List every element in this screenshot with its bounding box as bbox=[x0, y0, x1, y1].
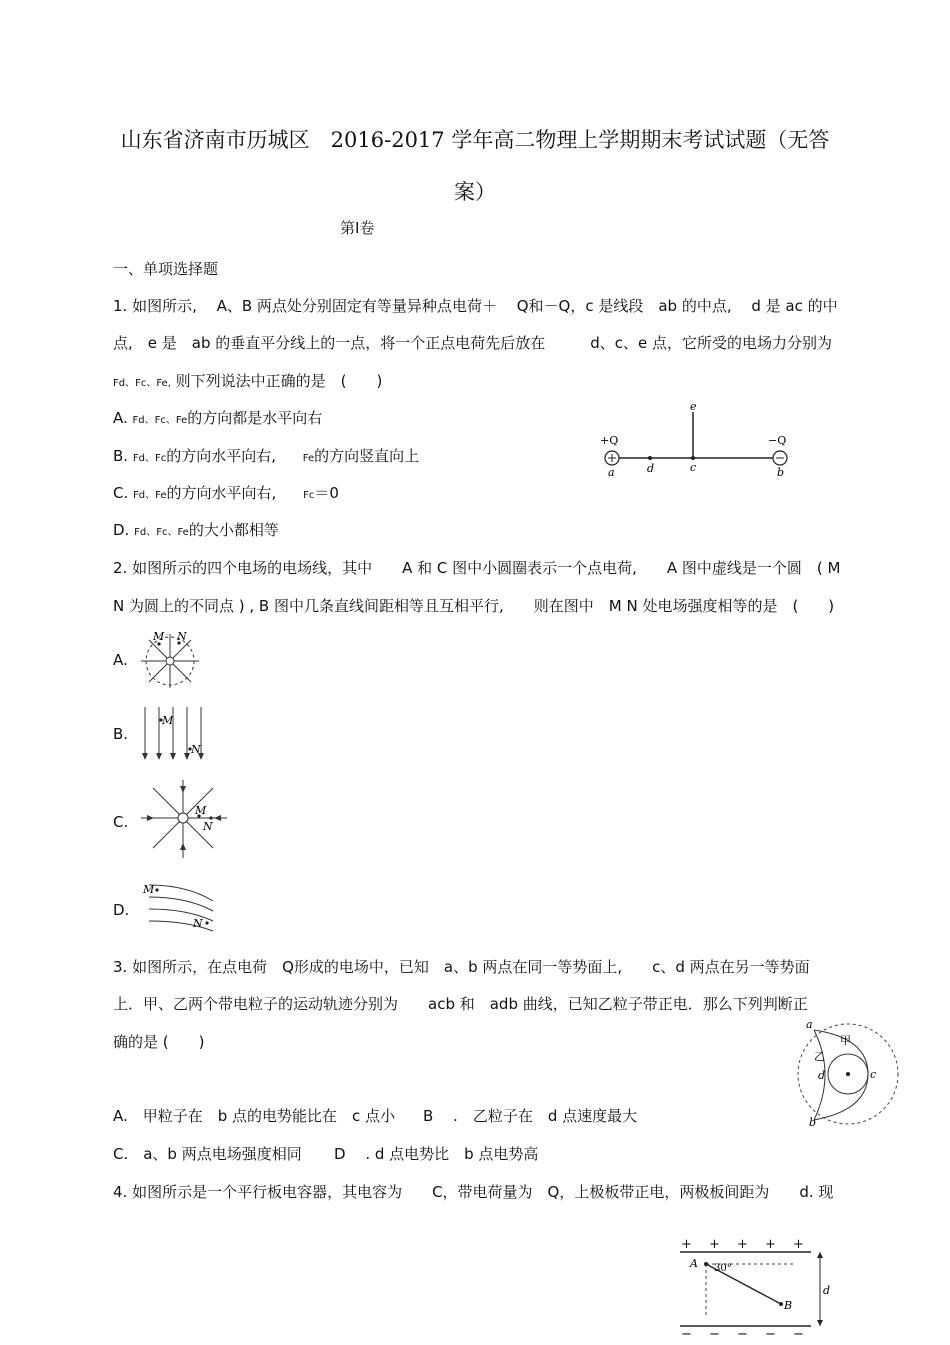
minus-sign: − bbox=[793, 1327, 804, 1340]
n-label: N bbox=[203, 820, 213, 833]
option-text-2: ＝0 bbox=[314, 484, 339, 502]
q3-line-3: 确的是 ( ) bbox=[113, 1033, 205, 1051]
q1-line-3 bbox=[113, 370, 382, 391]
point-b-label: b bbox=[809, 1116, 817, 1128]
q3-trajectory-diagram bbox=[792, 1016, 904, 1128]
point-charge-icon bbox=[166, 657, 174, 665]
q1-option-c[interactable] bbox=[113, 482, 339, 503]
q2-option-b[interactable]: B. bbox=[113, 725, 129, 743]
minus-sign: − bbox=[737, 1327, 748, 1340]
q1-option-d[interactable] bbox=[113, 519, 279, 540]
point-e-label: e bbox=[690, 400, 697, 413]
q3-line-2: 上．甲、乙两个带电粒子的运动轨迹分别为 acb 和 adb 曲线，已知乙粒子带正电．那么下列判断正 bbox=[113, 995, 808, 1013]
n-label: N bbox=[177, 630, 187, 643]
q2-option-d[interactable]: D. bbox=[113, 901, 130, 919]
minus-q-label: −Q bbox=[768, 434, 787, 447]
option-label: B. bbox=[113, 447, 129, 465]
option-forces: Fd、Fc、Fe bbox=[134, 527, 189, 538]
q3-line-1: 3. 如图所示，在点电荷 Q形成的电场中，已知 a、b 两点在同一等势面上, c、d 两点在另一等势面 bbox=[113, 958, 810, 976]
q1-forces: Fd、Fc、Fe, bbox=[113, 378, 171, 389]
point-A-label: A bbox=[690, 1257, 698, 1270]
m-label: M bbox=[195, 804, 207, 817]
minus-sign: − bbox=[765, 1327, 776, 1340]
title-line-2: 案） bbox=[454, 180, 496, 204]
plus-sign: + bbox=[737, 1237, 748, 1252]
minus-sign: − bbox=[681, 1327, 692, 1340]
jia-label: 甲 bbox=[840, 1034, 851, 1047]
option-forces-2: Fc bbox=[303, 490, 315, 501]
section-heading: 一、单项选择题 bbox=[113, 260, 219, 278]
title-line-1: 山东省济南市历城区 2016-2017 学年高二物理上学期期末考试试题（无答 bbox=[120, 128, 830, 152]
q1-line-2: 点, e 是 ab 的垂直平分线上的一点，将一个正点电荷先后放在 d、c、e 点，它所受的电场力分别为 bbox=[113, 334, 833, 352]
q1-option-b[interactable] bbox=[113, 445, 419, 466]
option-forces: Fd、Fc bbox=[132, 453, 167, 464]
q3-option-b[interactable]: B . 乙粒子在 d 点速度最大 bbox=[423, 1107, 638, 1125]
q4-line-1: 4. 如图所示是一个平行板电容器，其电容为 C，带电荷量为 Q，上极板带正电，两极板间距为 d. 现 bbox=[113, 1183, 834, 1201]
option-label: A. bbox=[113, 409, 128, 427]
q3-option-c[interactable]: C. a、b 两点电场强度相同 bbox=[113, 1145, 302, 1163]
yi-label: 乙 bbox=[814, 1050, 825, 1063]
point-c-label: c bbox=[870, 1068, 877, 1081]
point-b-label: b bbox=[777, 466, 785, 479]
minus-sign: − bbox=[709, 1327, 720, 1340]
point-a-label: a bbox=[608, 466, 615, 479]
q2-figure-c bbox=[137, 776, 229, 862]
q2-figure-b bbox=[137, 703, 209, 763]
q3-option-a[interactable]: A. 甲粒子在 b 点的电势能比在 c 点小 bbox=[113, 1107, 396, 1125]
q2-line-2: N 为圆上的不同点 ) , B 图中几条直线间距相等且互相平行, 则在图中 M N 处电场强度相等的是 ( ) bbox=[113, 597, 835, 615]
n-label: N bbox=[193, 917, 203, 930]
plus-sign: + bbox=[681, 1237, 692, 1252]
plus-q-label: +Q bbox=[600, 434, 619, 447]
m-label: M bbox=[143, 883, 155, 896]
n-label: N bbox=[191, 743, 201, 756]
q1-line-1: 1. 如图所示, A、B 两点处分别固定有等量异种点电荷＋ Q和－Q，c 是线段 ab 的中点, d 是 ac 的中 bbox=[113, 297, 838, 315]
q3-option-d[interactable]: D . d 点电势比 b 点电势高 bbox=[334, 1145, 539, 1163]
q2-option-c[interactable]: C. bbox=[113, 813, 129, 831]
option-label: D. bbox=[113, 521, 130, 539]
point-a-label: a bbox=[806, 1018, 813, 1031]
point-B-label: B bbox=[784, 1299, 793, 1312]
plus-sign: + bbox=[709, 1237, 720, 1252]
option-forces: Fd、Fe bbox=[133, 490, 167, 501]
angle-label: 30° bbox=[714, 1263, 732, 1274]
option-text-2: 的方向竖直向上 bbox=[314, 447, 420, 465]
point-d-label: d bbox=[818, 1069, 826, 1082]
q2-figure-d bbox=[137, 877, 219, 939]
option-text: 的方向水平向右, bbox=[166, 447, 276, 465]
q1-option-a[interactable] bbox=[113, 407, 322, 428]
point-c-label: c bbox=[690, 461, 697, 474]
q2-line-1: 2. 如图所示的四个电场的电场线，其中 A 和 C 图中小圆圈表示一个点电荷, A 图中虚线是一个圆 ( M bbox=[113, 559, 841, 577]
q1-charge-diagram bbox=[595, 400, 800, 485]
q2-option-a[interactable]: A. bbox=[113, 651, 128, 669]
point-charge-q-icon bbox=[846, 1072, 850, 1076]
option-forces-2: Fe bbox=[302, 453, 315, 464]
volume-label: 第Ⅰ卷 bbox=[340, 219, 375, 237]
m-label: M bbox=[153, 630, 165, 643]
m-label: M bbox=[162, 714, 174, 727]
q4-capacitor-diagram bbox=[676, 1236, 836, 1340]
plus-sign: + bbox=[793, 1237, 804, 1252]
option-text: 的大小都相等 bbox=[188, 521, 279, 539]
document-title bbox=[100, 125, 850, 207]
q2-figure-a bbox=[137, 628, 203, 690]
option-text: 的方向水平向右, bbox=[166, 484, 277, 502]
option-label: C. bbox=[113, 484, 129, 502]
gap-d-label: d bbox=[823, 1284, 831, 1297]
point-charge-icon bbox=[178, 813, 188, 823]
plus-sign: + bbox=[765, 1237, 776, 1252]
option-forces: Fd、Fc、Fe bbox=[132, 415, 188, 426]
option-text: 的方向都是水平向右 bbox=[187, 409, 323, 427]
point-d-label: d bbox=[647, 462, 655, 475]
q1-prompt: 则下列说法中正确的是 ( ) bbox=[175, 372, 383, 390]
